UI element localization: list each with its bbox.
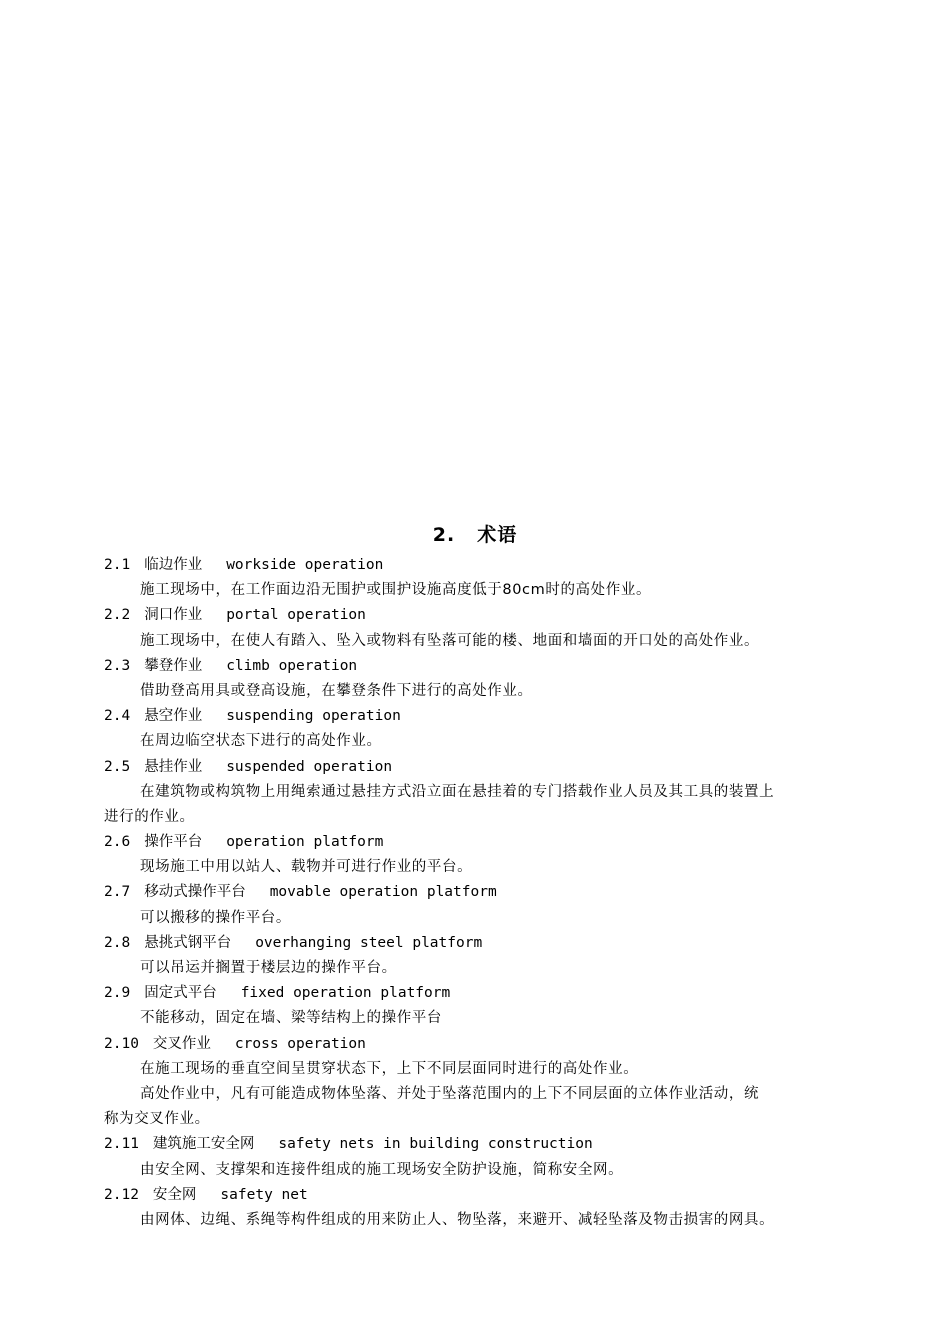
term-english-name: cross operation <box>234 1035 366 1052</box>
term-heading <box>104 654 849 679</box>
term-english-name: portal operation <box>226 607 366 624</box>
term-heading <box>104 704 849 729</box>
term-english-name: suspending operation <box>226 708 401 725</box>
term-number: 2.6 <box>104 834 131 851</box>
term-heading <box>104 981 849 1006</box>
term-english-name: overhanging steel platform <box>255 934 483 951</box>
term-definition-line: 在周边临空状态下进行的高处作业。 <box>140 733 382 750</box>
term-heading <box>104 1132 849 1157</box>
term-number: 2.10 <box>104 1035 139 1052</box>
term-english-name: climb operation <box>226 657 358 674</box>
term-definition-line: 借助登高用具或登高设施，在攀登条件下进行的高处作业。 <box>140 682 533 699</box>
term-chinese-name: 建筑施工安全网 <box>152 1136 255 1153</box>
term-heading <box>104 553 849 578</box>
term-definition-line: 不能移动，固定在墙、梁等结构上的操作平台 <box>140 1010 442 1027</box>
term-definition-line: 进行的作业。 <box>104 808 195 825</box>
term-number: 2.9 <box>104 985 131 1002</box>
term-heading <box>104 931 849 956</box>
term-definition-line: 由网体、边绳、系绳等构件组成的用来防止人、物坠落，来避开、减轻坠落及物击损害的网具。 <box>140 1211 775 1228</box>
term-chinese-name: 悬挂作业 <box>144 758 203 775</box>
term-definition-line: 现场施工中用以站人、载物并可进行作业的平台。 <box>140 859 473 876</box>
term-chinese-name: 洞口作业 <box>144 607 203 624</box>
term-chinese-name: 移动式操作平台 <box>144 884 246 901</box>
term-chinese-name: 固定式平台 <box>144 985 217 1002</box>
term-heading <box>104 880 849 905</box>
term-definition-line: 在建筑物或构筑物上用绳索通过悬挂方式沿立面在悬挂着的专门搭载作业人员及其工具的装置上 <box>140 783 775 800</box>
term-definition-line: 施工现场中，在使人有踏入、坠入或物料有坠落可能的楼、地面和墙面的开口处的高处作业。 <box>140 632 760 649</box>
term-chinese-name: 悬挑式钢平台 <box>144 934 232 951</box>
term-number: 2.5 <box>104 758 131 775</box>
section-heading <box>0 522 950 548</box>
term-number: 2.4 <box>104 708 131 725</box>
term-english-name: fixed operation platform <box>240 985 451 1002</box>
term-heading <box>104 755 849 780</box>
term-number: 2.12 <box>104 1186 139 1203</box>
term-heading <box>104 830 849 855</box>
term-definition-line: 施工现场中，在工作面边沿无围护或围护设施高度低于80cm时的高处作业。 <box>140 582 652 599</box>
term-english-name: safety net <box>220 1186 308 1203</box>
term-english-name: workside operation <box>226 557 384 573</box>
term-heading <box>104 1183 849 1208</box>
term-number: 2.2 <box>104 607 131 624</box>
term-definition-line: 可以搬移的操作平台。 <box>140 909 291 926</box>
term-heading <box>104 1032 849 1057</box>
term-chinese-name: 操作平台 <box>144 834 203 851</box>
term-english-name: movable operation platform <box>269 884 497 901</box>
section-title: 术语 <box>477 524 518 546</box>
term-chinese-name: 安全网 <box>152 1186 197 1203</box>
term-number: 2.3 <box>104 657 131 674</box>
term-definition-line: 由安全网、支撑架和连接件组成的施工现场安全防护设施，简称安全网。 <box>140 1161 624 1178</box>
term-number: 2.11 <box>104 1136 139 1153</box>
term-english-name: suspended operation <box>226 758 393 775</box>
term-english-name: operation platform <box>226 834 384 851</box>
term-number: 2.8 <box>104 934 131 951</box>
term-english-name: safety nets in building construction <box>278 1136 593 1153</box>
term-definition-line: 在施工现场的垂直空间呈贯穿状态下，上下不同层面同时进行的高处作业。 <box>140 1060 639 1077</box>
terms-list <box>104 553 849 1233</box>
term-definition-line: 高处作业中，凡有可能造成物体坠落、并处于坠落范围内的上下不同层面的立体作业活动，统 <box>140 1085 760 1102</box>
term-chinese-name: 临边作业 <box>144 557 203 573</box>
term-chinese-name: 悬空作业 <box>144 708 203 725</box>
term-chinese-name: 交叉作业 <box>152 1035 211 1052</box>
term-definition-line: 可以吊运并搁置于楼层边的操作平台。 <box>140 960 397 976</box>
term-definition-line: 称为交叉作业。 <box>104 1111 210 1128</box>
term-number: 2.1 <box>104 557 131 573</box>
section-number: 2. <box>432 524 456 546</box>
term-chinese-name: 攀登作业 <box>144 657 203 674</box>
term-heading <box>104 603 849 628</box>
term-number: 2.7 <box>104 884 131 901</box>
